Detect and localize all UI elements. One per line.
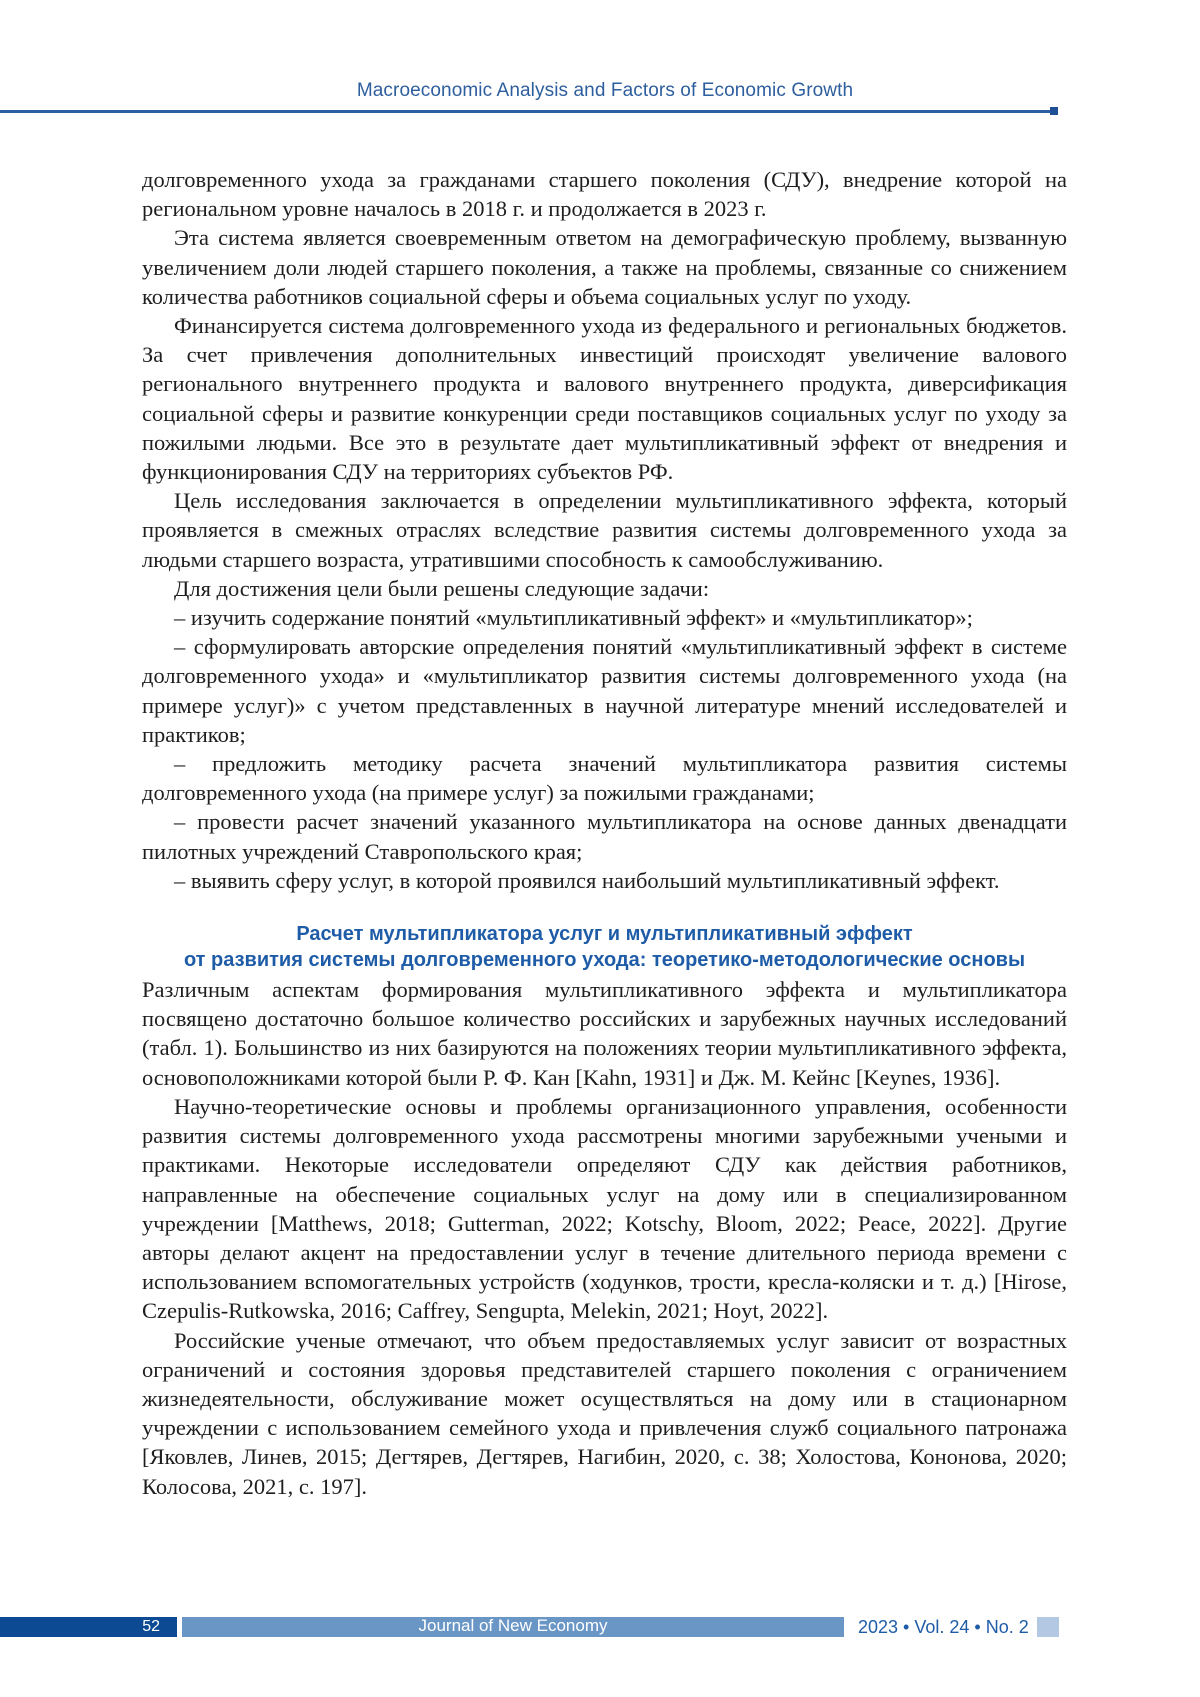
section-heading-line-2: от развития системы долговременного ухода: теоретико-методологические основы — [183, 949, 1026, 972]
page-footer — [0, 1617, 1200, 1639]
footer-end-marker — [1037, 1617, 1059, 1637]
paragraph-tasks-intro: Для достижения цели были решены следующие задачи: — [174, 575, 710, 601]
article-body — [142, 165, 1067, 1501]
header-rule-end-marker — [1050, 107, 1058, 115]
page-number: 52 — [0, 1617, 177, 1637]
task-item: – сформулировать авторские определения понятий «мультипликативный эффект в системе долговременного ухода» и «мультипликатор развития системы долговременного ухода (на примере услуг)» с учетом представленных в научной литературе мнений исследователей и практиков; — [142, 634, 1067, 747]
paragraph: Эта система является своевременным ответом на демографическую проблему, вызванную увеличением доли людей старшего поколения, а также на проблемы, связанные со снижением количества работников социальной сферы и объема социальных услуг по уходу. — [142, 225, 1067, 309]
journal-name: Journal of New Economy — [182, 1617, 844, 1637]
header-rule — [0, 110, 1052, 113]
task-item: – изучить содержание понятий «мультипликативный эффект» и «мультипликатор»; — [174, 605, 973, 631]
running-head-title: Macroeconomic Analysis and Factors of Economic Growth — [356, 80, 854, 101]
task-item: – провести расчет значений указанного мультипликатора на основе данных двенадцати пилотных учреждений Ставропольского края; — [142, 809, 1067, 864]
section-heading-line-1: Расчет мультипликатора услуг и мультипликативный эффект — [296, 923, 913, 946]
paragraph-continued: долговременного ухода за гражданами старшего поколения (СДУ), внедрение которой на региональном уровне началось в 2018 г. и продолжается в 2023 г. — [142, 167, 1067, 222]
task-item: – выявить сферу услуг, в которой проявился наибольший мультипликативный эффект. — [174, 867, 1000, 893]
section-heading — [142, 921, 1067, 973]
paragraph: Цель исследования заключается в определении мультипликативного эффекта, который проявляется в смежных отраслях вследствие развития системы долговременного ухода за людьми старшего возраста, утратившими способность к самообслуживанию. — [142, 488, 1067, 572]
issue-info: 2023 • Vol. 24 • No. 2 — [858, 1617, 1029, 1637]
paragraph: Финансируется система долговременного ухода из федерального и региональных бюджетов. За счет привлечения дополнительных инвестиций происходят увеличение валового регионального внутреннего продукта и валового внутреннего продукта, диверсификация социальной сферы и развитие конкуренции среди поставщиков социальных услуг по уходу за пожилыми людьми. Все это в результате дает мультипликативный эффект от внедрения и функционирования СДУ на территориях субъектов РФ. — [142, 313, 1067, 485]
task-item: – предложить методику расчета значений мультипликатора развития системы долговременного ухода (на примере услуг) за пожилыми гражданами; — [142, 751, 1067, 806]
paragraph: Российские ученые отмечают, что объем предоставляемых услуг зависит от возрастных ограничений и состояния здоровья представителей старшего поколения с ограничением жизнедеятельности, обслуживание может осуществляться на дому или в стационарном учреждении с использованием семейного ухода и привлечения служб социального патронажа [Яковлев, Линев, 2015; Дегтярев, Дегтярев, Нагибин, 2020, с. 38; Холостова, Кононова, 2020; Колосова, 2021, с. 197]. — [142, 1327, 1067, 1499]
paragraph: Научно-теоретические основы и проблемы организационного управления, особенности развития системы долговременного ухода рассмотрены многими зарубежными учеными и практиками. Некоторые исследователи определяют СДУ как действия работников, направленные на обеспечение социальных услуг на дому или в специализированном учреждении [Matthews, 2018; Gutterman, 2022; Kotschy, Bloom, 2022; Peace, 2022]. Другие авторы делают акцент на предоставлении услуг в течение длительного периода времени с использованием вспомогательных устройств (ходунков, трости, кресла-коляски и т. д.) [Hirose, Czepulis-Rutkowska, 2016; Caffrey, Sengupta, Melekin, 2021; Hoyt, 2022]. — [142, 1093, 1067, 1324]
paragraph: Различным аспектам формирования мультипликативного эффекта и мультипликатора посвящено достаточно большое количество российских и зарубежных научных исследований (табл. 1). Большинство из них базируются на положениях теории мультипликативного эффекта, основоположниками которой были Р. Ф. Кан [Kahn, 1931] и Дж. М. Кейнс [Keynes, 1936]. — [142, 977, 1067, 1090]
